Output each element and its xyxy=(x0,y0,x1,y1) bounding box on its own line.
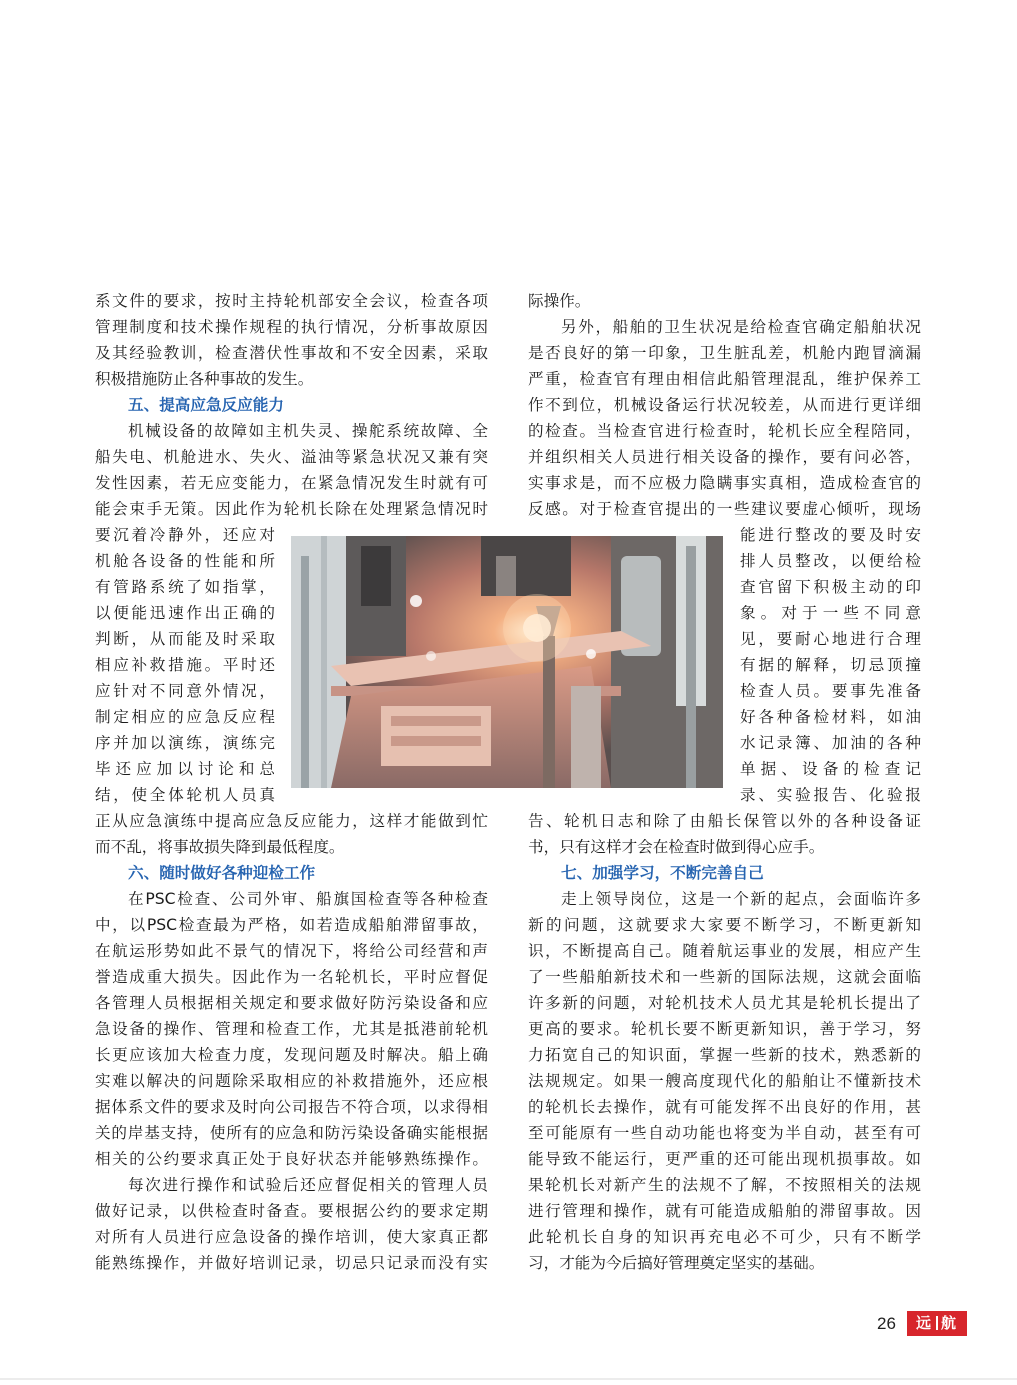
text-line: 检查人员。要事先准备 xyxy=(740,682,921,700)
text-line: 至可能原有一些自动功能也将变为半自动，甚至有可 xyxy=(528,1124,921,1142)
text-line: 以便能迅速作出正确的 xyxy=(95,604,275,622)
text-line: 应针对不同意外情况， xyxy=(95,682,275,700)
text-line: 书，只有这样才会在检查时做到得心应手。 xyxy=(528,838,825,856)
text-line: 正从应急演练中提高应急反应能力，这样才能做到忙 xyxy=(95,812,488,830)
text-line: 是否良好的第一印象，卫生脏乱差，机舱内跑冒滴漏 xyxy=(528,344,921,362)
text-line: 船失电、机舱进水、失火、溢油等紧急状况又兼有突 xyxy=(95,448,488,466)
logo-char-left: 远 xyxy=(915,1314,933,1332)
text-line: 急设备的操作、管理和检查工作，尤其是抵港前轮机 xyxy=(95,1020,488,1038)
text-line: 排人员整改，以便给检 xyxy=(740,552,921,570)
text-line: 作不到位，机械设备运行状况较差，从而进行更详细 xyxy=(528,396,921,414)
text-line: 中，以PSC检查最为严格，如若造成船舶滞留事故， xyxy=(95,916,488,934)
section-heading: 五、提高应急反应能力 xyxy=(128,396,284,414)
text-line: 许多新的问题，对轮机技术人员尤其是轮机长提出了 xyxy=(528,994,921,1012)
text-line: 更高的要求。轮机长要不断更新知识，善于学习，努 xyxy=(528,1020,921,1038)
text-line: 机舱各设备的性能和所 xyxy=(95,552,275,570)
text-line: 能熟练操作，并做好培训记录，切忌只记录而没有实 xyxy=(95,1254,488,1272)
text-line: 机械设备的故障如主机失灵、操舵系统故障、全 xyxy=(128,422,488,440)
text-line: 在PSC检查、公司外审、船旗国检查等各种检查 xyxy=(128,890,488,908)
text-line: 判断，从而能及时采取 xyxy=(95,630,275,648)
text-line: 好各种备检材料，如油 xyxy=(740,708,921,726)
page-number: 26 xyxy=(877,1314,896,1333)
text-line: 查官留下积极主动的印 xyxy=(740,578,921,596)
text-line: 并组织相关人员进行相关设备的操作，要有问必答， xyxy=(528,448,921,466)
text-line: 法规规定。如果一艘高度现代化的船舶让不懂新技术 xyxy=(528,1072,921,1090)
text-line: 做好记录，以供检查时备查。要根据公约的要求定期 xyxy=(95,1202,488,1220)
text-line: 结，使全体轮机人员真 xyxy=(95,786,275,804)
text-line: 的检查。当检查官进行检查时，轮机长应全程陪同， xyxy=(528,422,921,440)
engine-room-photo xyxy=(291,536,723,788)
text-line: 反感。对于检查官提出的一些建议要虚心倾听，现场 xyxy=(528,500,921,518)
text-line: 实事求是，而不应极力隐瞒事实真相，造成检查官的 xyxy=(528,474,921,492)
text-line: 每次进行操作和试验后还应督促相关的管理人员 xyxy=(128,1176,488,1194)
text-line: 制定相应的应急反应程 xyxy=(95,708,275,726)
text-line: 系文件的要求，按时主持轮机部安全会议，检查各项 xyxy=(95,292,488,310)
text-line: 要沉着冷静外，还应对 xyxy=(95,526,275,544)
text-line: 习，才能为今后搞好管理奠定坚实的基础。 xyxy=(528,1254,825,1272)
text-line: 序并加以演练，演练完 xyxy=(95,734,275,752)
text-line: 了一些船舶新技术和一些新的国际法规，这就会面临 xyxy=(528,968,921,986)
section-heading: 六、随时做好各种迎检工作 xyxy=(128,864,316,882)
text-line: 而不乱，将事故损失降到最低程度。 xyxy=(95,838,345,856)
text-line: 进行管理和操作，就有可能造成船舶的滞留事故。因 xyxy=(528,1202,921,1220)
text-line: 各管理人员根据相关规定和要求做好防污染设备和应 xyxy=(95,994,488,1012)
section-heading: 七、加强学习，不断完善自己 xyxy=(561,864,764,882)
text-line: 有据的解释，切忌顶撞 xyxy=(740,656,921,674)
text-line: 告、轮机日志和除了由船长保管以外的各种设备证 xyxy=(528,812,921,830)
text-line: 单据、设备的检查记 xyxy=(740,760,921,778)
text-line: 管理制度和技术操作规程的执行情况，分析事故原因 xyxy=(95,318,488,336)
text-line: 严重，检查官有理由相信此船管理混乱，维护保养工 xyxy=(528,370,921,388)
text-line: 实难以解决的问题除采取相应的补救措施外，还应根 xyxy=(95,1072,488,1090)
text-line: 誉造成重大损失。因此作为一名轮机长，平时应督促 xyxy=(95,968,488,986)
text-line: 毕还应加以讨论和总 xyxy=(95,760,275,778)
text-line: 发性因素，若无应变能力，在紧急情况发生时就有可 xyxy=(95,474,488,492)
text-line: 在航运形势如此不景气的情况下，将给公司经营和声 xyxy=(95,942,488,960)
text-line: 积极措施防止各种事故的发生。 xyxy=(95,370,314,388)
text-line: 相应补救措施。平时还 xyxy=(95,656,275,674)
text-line: 对所有人员进行应急设备的操作培训，使大家真正都 xyxy=(95,1228,488,1246)
text-line: 能导致不能运行，更严重的还可能出现机损事故。如 xyxy=(528,1150,921,1168)
text-line: 能会束手无策。因此作为轮机长除在处理紧急情况时 xyxy=(95,500,488,518)
text-line: 长更应该加大检查力度，发现问题及时解决。船上确 xyxy=(95,1046,488,1064)
text-line: 际操作。 xyxy=(528,292,591,310)
text-line: 及其经验教训，检查潜伏性事故和不安全因素，采取 xyxy=(95,344,488,362)
text-line: 相关的公约要求真正处于良好状态并能够熟练操作。 xyxy=(95,1150,488,1168)
text-line: 关的岸基支持，使所有的应急和防污染设备确实能根据 xyxy=(95,1124,488,1142)
bottom-rule xyxy=(0,1378,1017,1380)
text-line: 果轮机长对新产生的法规不了解，不按照相关的法规 xyxy=(528,1176,921,1194)
logo-char-right: 航 xyxy=(941,1314,959,1332)
text-line: 象。对于一些不同意 xyxy=(740,604,921,622)
text-line: 能进行整改的要及时安 xyxy=(740,526,921,544)
text-line: 力拓宽自己的知识面，掌握一些新的技术，熟悉新的 xyxy=(528,1046,921,1064)
text-line: 录、实验报告、化验报 xyxy=(740,786,921,804)
logo-divider xyxy=(936,1316,938,1330)
magazine-logo xyxy=(907,1311,967,1336)
text-line: 走上领导岗位，这是一个新的起点，会面临许多 xyxy=(561,890,921,908)
text-line: 识，不断提高自己。随着航运事业的发展，相应产生 xyxy=(528,942,921,960)
text-line: 另外，船舶的卫生状况是给检查官确定船舶状况 xyxy=(561,318,921,336)
text-line: 见，要耐心地进行合理 xyxy=(740,630,921,648)
text-line: 有管路系统了如指掌， xyxy=(95,578,275,596)
text-line: 据体系文件的要求及时向公司报告不符合项，以求得相 xyxy=(95,1098,488,1116)
text-line: 的轮机长去操作，就有可能发挥不出良好的作用，甚 xyxy=(528,1098,921,1116)
text-line: 水记录簿、加油的各种 xyxy=(740,734,921,752)
text-line: 此轮机长自身的知识再充电必不可少，只有不断学 xyxy=(528,1228,921,1246)
text-line: 新的问题，这就要求大家要不断学习，不断更新知 xyxy=(528,916,921,934)
